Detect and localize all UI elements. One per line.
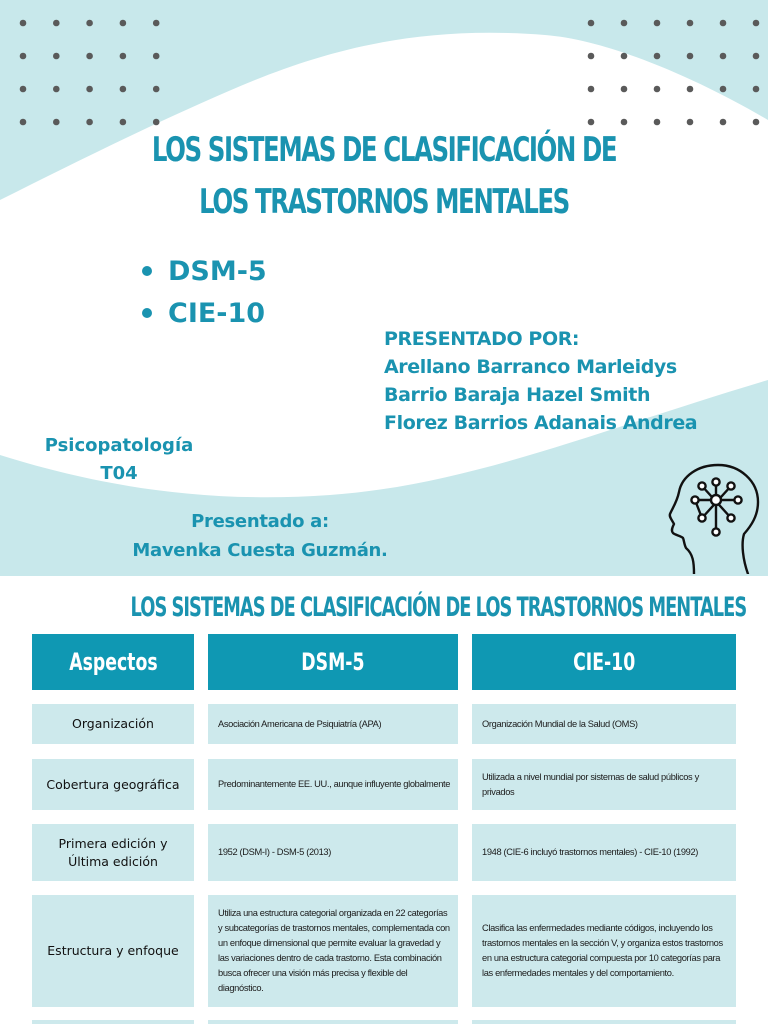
aspect-cell <box>32 759 194 810</box>
dot-mark <box>53 119 60 126</box>
dsm5-value: Asociación Americana de Psiquiatría (APA) <box>218 718 382 729</box>
cover-title <box>108 124 661 228</box>
dsm5-cell <box>208 895 458 1007</box>
aspect-cell <box>32 895 194 1007</box>
dot-mark <box>720 119 727 126</box>
aspect-label: Estructura y enfoque <box>47 943 179 958</box>
dot-mark <box>120 20 127 27</box>
list-item-label: DSM-5 <box>168 256 267 287</box>
course-block <box>40 432 198 488</box>
header-cie10 <box>472 634 736 690</box>
dot-mark <box>86 119 93 126</box>
cie10-cell-next <box>472 1020 736 1024</box>
author-name: Barrio Baraja Hazel Smith <box>384 384 651 406</box>
header-aspectos <box>32 634 194 690</box>
dot-mark <box>153 20 160 27</box>
cie10-cell <box>472 759 736 810</box>
cover-title-line-1: LOS SISTEMAS DE CLASIFICACIÓN DE <box>151 130 617 170</box>
header-label: CIE-10 <box>572 648 636 676</box>
dsm5-cell-next <box>208 1020 458 1024</box>
dot-mark <box>20 53 27 60</box>
aspect-label: Primera edición y Última edición <box>58 835 168 869</box>
brain-network-head-icon <box>664 462 764 574</box>
dot-mark <box>86 20 93 27</box>
table-title: LOS SISTEMAS DE CLASIFICACIÓN DE LOS TRASTORNOS MENTALES <box>130 592 747 623</box>
aspect-label: Organización <box>72 716 154 731</box>
aspect-label: Cobertura geográfica <box>46 776 180 792</box>
dot-mark <box>687 86 694 93</box>
classification-list <box>142 254 267 338</box>
teacher-block <box>120 507 400 565</box>
teacher-name: Mavenka Cuesta Guzmán. <box>132 540 388 561</box>
course-group: T04 <box>100 463 138 484</box>
dsm5-value: Predominantemente EE. UU., aunque influyente globalmente <box>218 779 451 789</box>
dot-mark <box>20 20 27 27</box>
author-name: Arellano Barranco Marleidys <box>384 356 677 378</box>
bullet-icon <box>142 308 152 318</box>
dot-mark <box>654 53 661 60</box>
list-item-label: CIE-10 <box>168 298 266 329</box>
list-item <box>142 254 267 296</box>
dsm5-cell <box>208 704 458 744</box>
dot-mark <box>588 53 595 60</box>
author-name: Florez Barrios Adanais Andrea <box>384 412 698 434</box>
cie10-value: 1948 (CIE-6 incluyó trastornos mentales) - CIE-10 (1992) <box>482 847 699 857</box>
dot-mark <box>753 86 760 93</box>
dot-mark <box>588 20 595 27</box>
presented-to-label: Presentado a: <box>191 511 329 532</box>
cie10-cell <box>472 704 736 744</box>
dot-mark <box>153 53 160 60</box>
dot-mark <box>120 53 127 60</box>
dot-mark <box>20 119 27 126</box>
dot-mark <box>753 53 760 60</box>
dot-mark <box>687 53 694 60</box>
cover-title-line-2: LOS TRASTORNOS MENTALES <box>199 182 569 222</box>
dot-mark <box>621 53 628 60</box>
header-label: Aspectos <box>68 648 158 676</box>
dsm5-value: Utiliza una estructura categorial organizada en 22 categorías y subcategorías de trastornos mentales, complementada con un enfoque dimensional que permite evaluar la gravedad y las variaciones dentro de cada trastorno. Esta combinación busca ofrecer una visión más precisa y flexible del diagnóstico. <box>218 908 450 993</box>
dot-mark <box>53 86 60 93</box>
dot-mark <box>687 119 694 126</box>
dot-mark <box>753 119 760 126</box>
dot-mark <box>720 20 727 27</box>
authors-block <box>384 325 697 437</box>
dot-mark <box>53 53 60 60</box>
dot-mark <box>86 53 93 60</box>
cie10-value: Clasifica las enfermedades mediante códigos, incluyendo los trastornos mentales en la sección V, y organiza estos trastornos en una estructura categorial compuesta por 10 categorías para las enfermedades mentales y del comportamiento. <box>482 923 723 978</box>
course-name: Psicopatología <box>44 435 194 456</box>
aspect-cell-next <box>32 1020 194 1024</box>
dot-mark <box>621 20 628 27</box>
dsm5-value: 1952 (DSM-I) - DSM-5 (2013) <box>218 847 331 857</box>
aspect-cell <box>32 704 194 744</box>
header-label: DSM-5 <box>301 648 365 676</box>
presented-by-label: PRESENTADO POR: <box>384 328 580 350</box>
dsm5-cell <box>208 824 458 881</box>
dot-mark <box>687 20 694 27</box>
dot-mark <box>753 20 760 27</box>
cie10-value: Utilizada a nivel mundial por sistemas de salud públicos y privados <box>482 771 699 797</box>
dot-mark <box>53 20 60 27</box>
dsm5-cell <box>208 759 458 810</box>
dot-mark <box>654 86 661 93</box>
dot-mark <box>654 20 661 27</box>
dot-mark <box>720 86 727 93</box>
dot-mark <box>588 86 595 93</box>
dot-mark <box>120 86 127 93</box>
dot-mark <box>153 86 160 93</box>
dot-mark <box>86 86 93 93</box>
aspect-cell <box>32 824 194 881</box>
list-item <box>142 296 267 338</box>
cie10-value: Organización Mundial de la Salud (OMS) <box>482 718 638 729</box>
dot-mark <box>20 86 27 93</box>
dots-pattern-icon <box>0 0 768 140</box>
header-dsm5 <box>208 634 458 690</box>
cie10-cell <box>472 824 736 881</box>
bullet-icon <box>142 266 152 276</box>
dot-mark <box>720 53 727 60</box>
cie10-cell <box>472 895 736 1007</box>
dot-mark <box>621 86 628 93</box>
